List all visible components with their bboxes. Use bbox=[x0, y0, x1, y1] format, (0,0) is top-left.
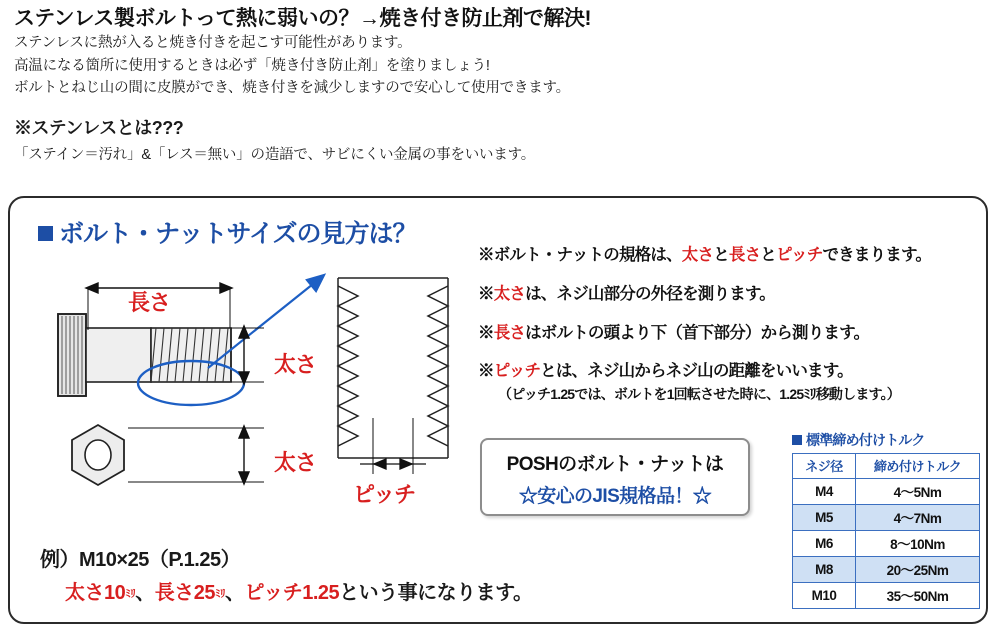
torque-table bbox=[792, 453, 980, 609]
bullet-2-keyword-1: 太さ bbox=[493, 284, 526, 303]
bullet-3-keyword-1: 長さ bbox=[493, 323, 526, 342]
posh-line-1: POSHのボルト・ナットは bbox=[506, 454, 724, 475]
header-screw-size: ネジ径 bbox=[793, 454, 856, 479]
bolt-diagram bbox=[28, 258, 478, 558]
torque-title bbox=[792, 430, 980, 450]
bullet-1-mid-1: と bbox=[713, 246, 729, 264]
cell-torque: 4～7Nm bbox=[856, 505, 980, 531]
bullet-1 bbox=[478, 246, 988, 266]
cell-size: M4 bbox=[793, 479, 856, 505]
example-length-unit: ﾐﾘ bbox=[215, 588, 225, 600]
example-tail: という事になります。 bbox=[339, 582, 533, 604]
thickness-dimension-bottom bbox=[128, 426, 264, 484]
example-prefix: 例） bbox=[40, 549, 79, 571]
label-thickness-top: 太さ bbox=[274, 352, 317, 377]
intro-line-3: ボルトとねじ山の間に皮膜ができ、焼き付きを減少しますので安心して使用できます。 bbox=[14, 80, 570, 97]
torque-title-text: 標準締め付けトルク bbox=[806, 432, 925, 448]
table-row bbox=[793, 557, 980, 583]
bullet-4-note: （ピッチ1.25では、ボルトを1回転させた時に、1.25ﾐﾘ移動します。） bbox=[498, 386, 901, 403]
bullet-list bbox=[478, 246, 988, 422]
hex-nut bbox=[72, 425, 124, 485]
cell-torque: 4～5Nm bbox=[856, 479, 980, 505]
example-thickness-unit: ﾐﾘ bbox=[125, 588, 136, 600]
table-row bbox=[793, 531, 980, 557]
bolt-shank bbox=[86, 328, 231, 382]
example-line-1 bbox=[40, 543, 240, 572]
bullet-1-mid-2: と bbox=[760, 246, 776, 264]
intro-line-2: 高温になる箇所に使用するときは必ず「焼き付き防止剤」を塗りましょう! bbox=[14, 57, 490, 74]
label-pitch: ピッチ bbox=[353, 482, 416, 507]
cell-size: M10 bbox=[793, 583, 856, 609]
posh-line-2: ☆安心のJIS規格品！☆ bbox=[518, 486, 712, 507]
bullet-4-prefix: ※ bbox=[478, 362, 494, 381]
bullet-2 bbox=[478, 285, 988, 305]
bullet-4 bbox=[478, 362, 988, 403]
square-bullet-icon-small bbox=[792, 435, 802, 445]
example-length: 長さ25 bbox=[154, 582, 215, 604]
bullet-1-keyword-1: 太さ bbox=[681, 246, 714, 264]
intro-subline: 「ステイン＝汚れ」&「レス＝無い」の造語で、サビにくい金属の事をいいます。 bbox=[14, 146, 536, 163]
cell-torque: 35～50Nm bbox=[856, 583, 980, 609]
table-header-row bbox=[793, 454, 980, 479]
cell-torque: 8～10Nm bbox=[856, 531, 980, 557]
bullet-2-suffix: は、ネジ山部分の外径を測ります。 bbox=[525, 284, 775, 303]
bullet-1-keyword-2: 長さ bbox=[728, 246, 761, 264]
table-row bbox=[793, 583, 980, 609]
intro-line-1: ステンレスに熱が入ると焼き付きを起こす可能性があります。 bbox=[14, 35, 412, 52]
example-pitch: ピッチ1.25 bbox=[244, 582, 340, 604]
panel-title-text: ボルト・ナットサイズの見方は？ bbox=[59, 220, 417, 248]
panel-title bbox=[38, 214, 417, 250]
example-sep-2: 、 bbox=[225, 582, 245, 604]
thickness-dimension-top bbox=[231, 326, 264, 384]
table-row bbox=[793, 505, 980, 531]
intro-section bbox=[14, 6, 986, 164]
bullet-1-prefix: ※ボルト・ナットの規格は、 bbox=[478, 246, 682, 264]
pitch-dimension bbox=[360, 418, 426, 474]
cell-size: M6 bbox=[793, 531, 856, 557]
intro-title: ステンレス製ボルトって熱に弱いの？→焼き付き防止剤で解決! bbox=[14, 7, 592, 30]
torque-table-block bbox=[792, 430, 980, 609]
bullet-4-keyword-1: ピッチ bbox=[493, 362, 541, 381]
bullet-2-prefix: ※ bbox=[478, 284, 494, 303]
header-torque: 締め付けトルク bbox=[856, 454, 980, 479]
example-line-2 bbox=[65, 576, 533, 605]
table-row bbox=[793, 479, 980, 505]
example-sep-1: 、 bbox=[135, 582, 155, 604]
bullet-3-prefix: ※ bbox=[478, 323, 494, 342]
bullet-3 bbox=[478, 324, 988, 344]
example-value: M10×25（P.1.25） bbox=[79, 549, 241, 571]
cell-torque: 20～25Nm bbox=[856, 557, 980, 583]
intro-subtitle: ※ステンレスとは??? bbox=[14, 117, 184, 138]
bullet-4-suffix: とは、ネジ山からネジ山の距離をいいます。 bbox=[540, 362, 853, 381]
bolt-size-panel bbox=[8, 196, 988, 624]
square-bullet-icon bbox=[38, 226, 53, 241]
label-thickness-bottom: 太さ bbox=[274, 450, 317, 475]
posh-callout-box bbox=[480, 438, 750, 516]
label-length: 長さ bbox=[128, 290, 171, 315]
thread-profile bbox=[338, 278, 448, 458]
bullet-3-suffix: はボルトの頭より下（首下部分）から測ります。 bbox=[525, 323, 870, 342]
cell-size: M5 bbox=[793, 505, 856, 531]
example-thickness: 太さ10 bbox=[65, 582, 126, 604]
bullet-1-keyword-3: ピッチ bbox=[776, 246, 823, 264]
bolt-diagram-svg bbox=[28, 258, 478, 568]
bullet-1-suffix: できまります。 bbox=[822, 246, 932, 264]
cell-size: M8 bbox=[793, 557, 856, 583]
bolt-head bbox=[58, 314, 86, 396]
